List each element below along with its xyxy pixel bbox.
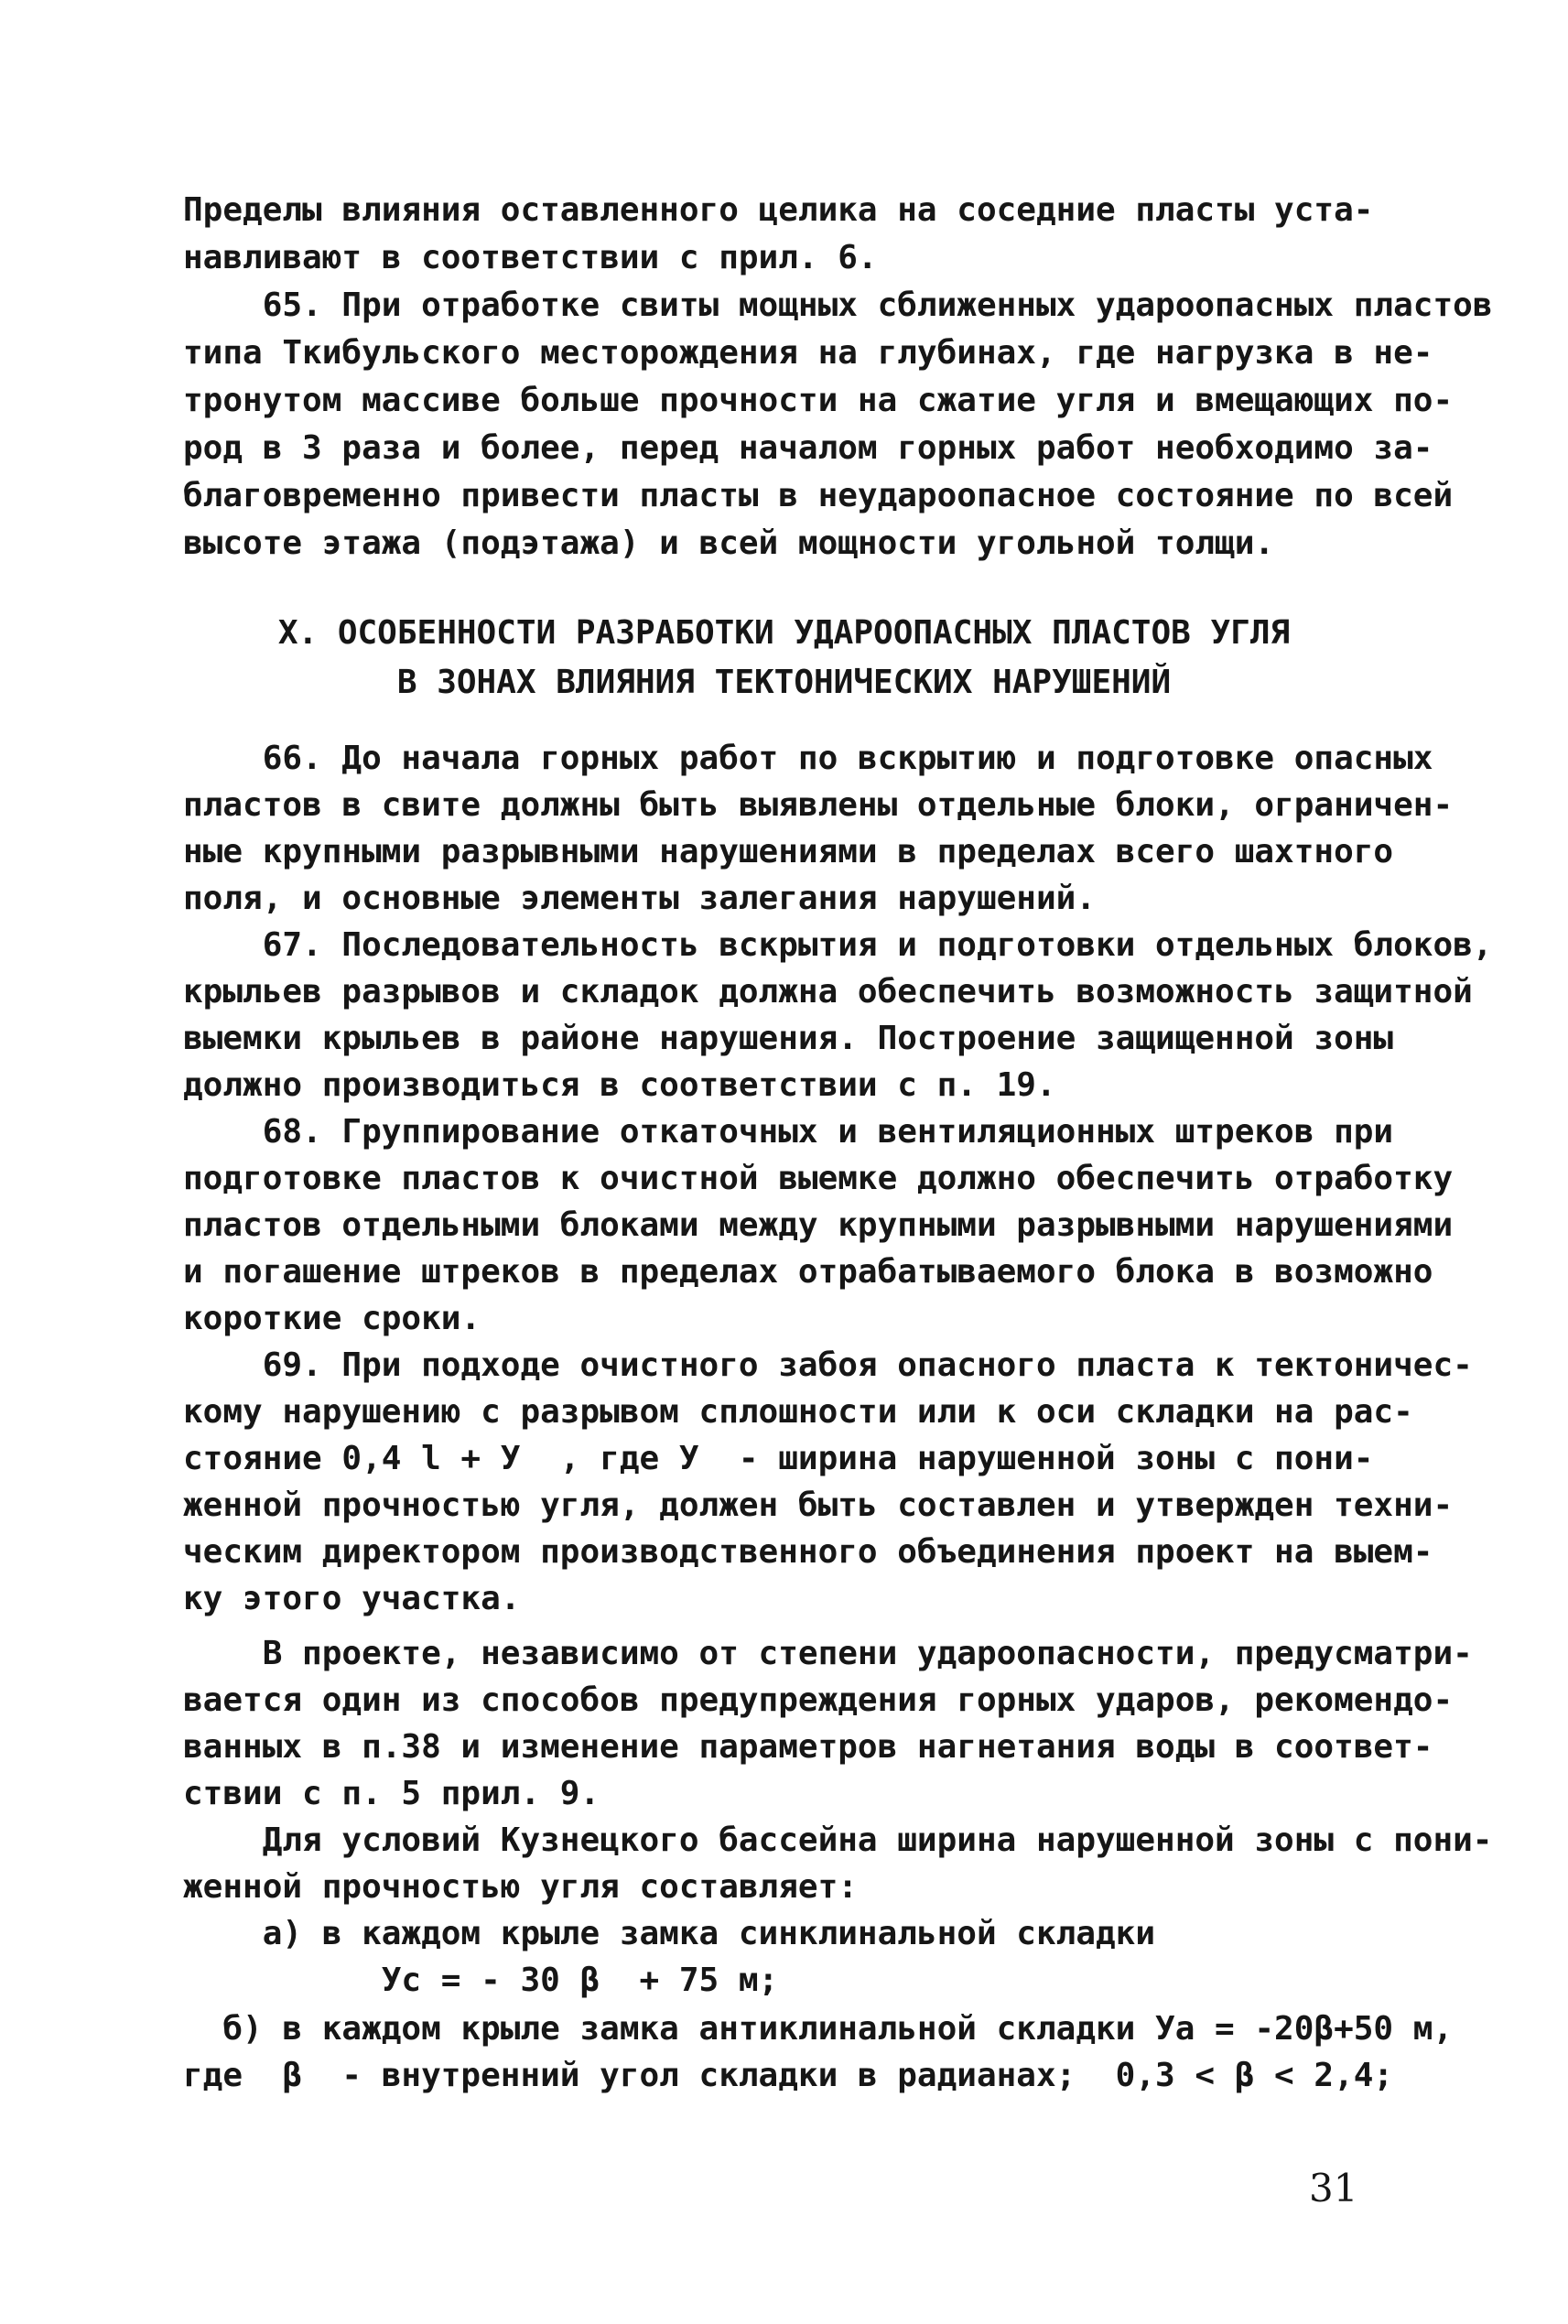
section-heading: В ЗОНАХ ВЛИЯНИЯ ТЕКТОНИЧЕСКИХ НАРУШЕНИЙ xyxy=(396,664,1172,701)
paragraph-68-line: и погашение штреков в пределах отрабатываемого блока в возможно xyxy=(183,1253,1433,1291)
paragraph-66-line: поля, и основные элементы залегания нарушений. xyxy=(183,880,1096,917)
paragraph-69-line: женной прочностью угля, должен быть составлен и утвержден техни- xyxy=(183,1486,1454,1524)
paragraph-69-line: стояние 0,4 l + У , где У - ширина нарушенной зоны с пони- xyxy=(183,1440,1374,1477)
project-paragraph-line: вается один из способов предупреждения горных ударов, рекомендо- xyxy=(183,1681,1454,1719)
project-paragraph-line: В проекте, независимо от степени удароопасности, предусматри- xyxy=(183,1635,1473,1672)
text-line: Пределы влияния оставленного целика на соседние пласты уста- xyxy=(183,191,1374,229)
paragraph-65-line: род в 3 раза и более, перед началом горных работ необходимо за- xyxy=(183,429,1433,467)
kuzbass-paragraph-line: женной прочностью угля составляет: xyxy=(183,1868,858,1906)
section-heading: X. ОСОБЕННОСТИ РАЗРАБОТКИ УДАРООПАСНЫХ ПЛАСТОВ УГЛЯ xyxy=(277,614,1291,652)
paragraph-69-line: ку этого участка. xyxy=(183,1580,521,1617)
paragraph-65-line: благовременно привести пласты в неудароопасное состояние по всей xyxy=(183,477,1454,514)
paragraph-66-line: 66. До начала горных работ по вскрытию и подготовке опасных xyxy=(183,740,1433,777)
paragraph-66-line: пластов в свите должны быть выявлены отдельные блоки, ограничен- xyxy=(183,786,1454,824)
paragraph-68-line: подготовке пластов к очистной выемке должно обеспечить отработку xyxy=(183,1160,1454,1197)
project-paragraph-line: ванных в п.38 и изменение параметров нагнетания воды в соответ- xyxy=(183,1728,1433,1766)
kuzbass-paragraph-line: где β - внутренний угол складки в радианах; 0,3 < β < 2,4; xyxy=(183,2057,1394,2094)
text-line: навливают в соответствии с прил. 6. xyxy=(183,239,878,276)
paragraph-65-line: 65. При отработке свиты мощных сближенных удароопасных пластов xyxy=(183,286,1493,324)
paragraph-68-line: 68. Группирование откаточных и вентиляционных штреков при xyxy=(183,1113,1394,1151)
paragraph-67-line: выемки крыльев в районе нарушения. Построение защищенной зоны xyxy=(183,1020,1394,1057)
page-number: 31 xyxy=(1309,2166,1358,2211)
paragraph-65-line: типа Ткибульского месторождения на глубинах, где нагрузка в не- xyxy=(183,334,1433,372)
paragraph-68-line: пластов отдельными блоками между крупными разрывными нарушениями xyxy=(183,1206,1454,1244)
paragraph-69-line: ческим директором производственного объединения проект на выем- xyxy=(183,1533,1433,1571)
kuzbass-paragraph-line: а) в каждом крыле замка синклинальной складки xyxy=(183,1915,1156,1952)
paragraph-65-line: высоте этажа (подэтажа) и всей мощности угольной толщи. xyxy=(183,524,1275,562)
paragraph-67-line: крыльев разрывов и складок должна обеспечить возможность защитной xyxy=(183,973,1473,1011)
paragraph-69-line: кому нарушению с разрывом сплошности или к оси складки на рас- xyxy=(183,1393,1413,1431)
paragraph-67-line: должно производиться в соответствии с п. 19. xyxy=(183,1066,1056,1104)
paragraph-69-line: 69. При подходе очистного забоя опасного пласта к тектоничес- xyxy=(183,1346,1473,1384)
paragraph-67-line: 67. Последовательность вскрытия и подготовки отдельных блоков, xyxy=(183,926,1493,964)
paragraph-68-line: короткие сроки. xyxy=(183,1300,481,1337)
formula-line: Ус = - 30 β + 75 м; xyxy=(183,1962,779,1999)
paragraph-66-line: ные крупными разрывными нарушениями в пределах всего шахтного xyxy=(183,833,1394,870)
kuzbass-paragraph-line: Для условий Кузнецкого бассейна ширина нарушенной зоны с пони- xyxy=(183,1821,1493,1859)
paragraph-65-line: тронутом массиве больше прочности на сжатие угля и вмещающих по- xyxy=(183,382,1454,419)
project-paragraph-line: ствии с п. 5 прил. 9. xyxy=(183,1775,600,1812)
kuzbass-paragraph-line: б) в каждом крыле замка антиклинальной складки Уа = -20β+50 м, xyxy=(183,2010,1454,2048)
